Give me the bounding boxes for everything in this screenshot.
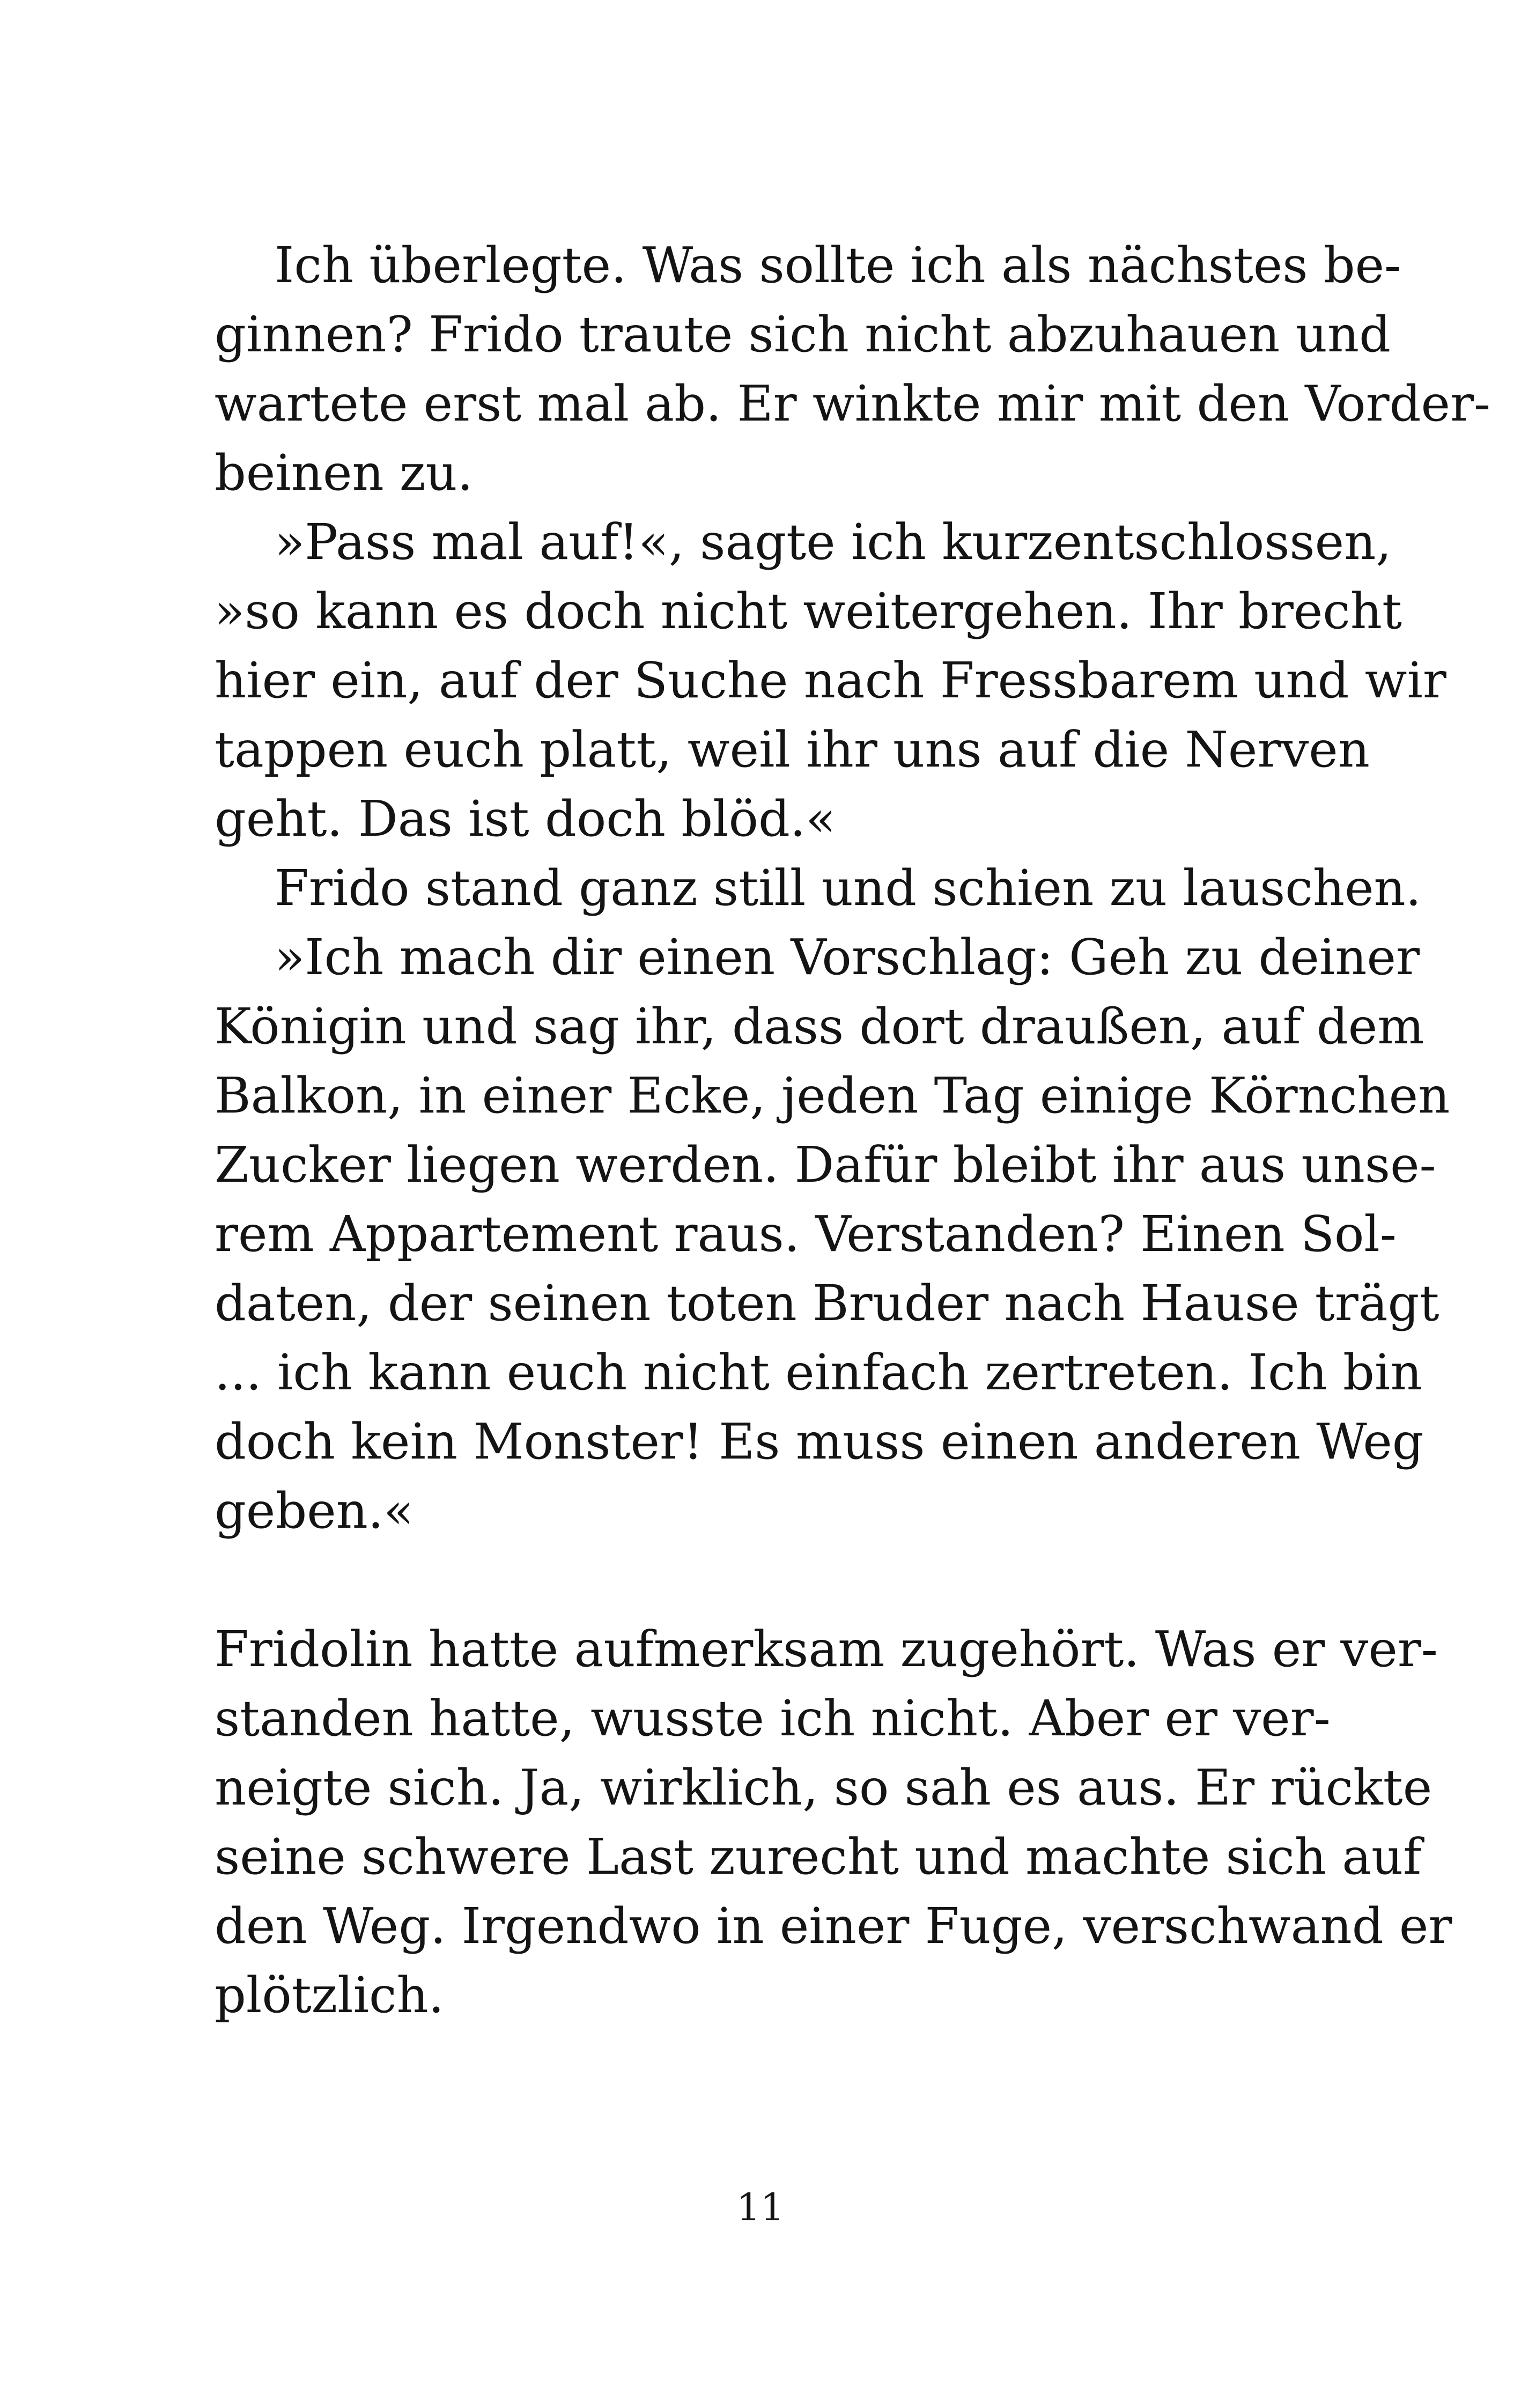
text-line: seine schwere Last zurecht und machte sich auf (215, 1828, 1422, 1886)
text-line: ... ich kann euch nicht einfach zertreten. Ich bin (215, 1344, 1422, 1401)
text-line: hier ein, auf der Suche nach Fressbarem und wir (215, 652, 1446, 709)
text-line: Königin und sag ihr, dass dort draußen, auf dem (215, 998, 1424, 1055)
text-line: beinen zu. (215, 444, 473, 502)
text-line: neigte sich. Ja, wirklich, so sah es aus. Er rückte (215, 1759, 1433, 1816)
text-line: Ich überlegte. Was sollte ich als nächstes be- (275, 237, 1401, 294)
text-line: wartete erst mal ab. Er winkte mir mit den Vorder- (215, 375, 1491, 432)
text-line: Balkon, in einer Ecke, jeden Tag einige Körnchen (215, 1067, 1450, 1124)
paragraph-group-dialogue (215, 231, 1491, 1545)
text-line: geht. Das ist doch blöd.« (215, 790, 836, 848)
text-line: plötzlich. (215, 1967, 445, 2024)
text-line: »Ich mach dir einen Vorschlag: Geh zu deiner (275, 929, 1420, 986)
text-line: Fridolin hatte aufmerksam zugehört. Was er ver- (215, 1621, 1438, 1678)
text-line: rem Appartement raus. Verstanden? Einen Sol- (215, 1205, 1397, 1263)
paragraph-fridolin (215, 1615, 1452, 2030)
text-line: »Pass mal auf!«, sagte ich kurzentschlossen, (275, 513, 1392, 571)
text-line: Zucker liegen werden. Dafür bleibt ihr aus unse- (215, 1136, 1436, 1194)
page-number: 11 (736, 2185, 785, 2229)
text-line: geben.« (215, 1482, 414, 1540)
text-line: »so kann es doch nicht weitergehen. Ihr brecht (215, 583, 1402, 640)
text-line: ginnen? Frido traute sich nicht abzuhauen und (215, 306, 1391, 363)
text-line: doch kein Monster! Es muss einen anderen Weg (215, 1413, 1424, 1470)
text-line: den Weg. Irgendwo in einer Fuge, verschwand er (215, 1897, 1452, 1955)
text-line: daten, der seinen toten Bruder nach Hause trägt (215, 1275, 1439, 1332)
text-line: standen hatte, wusste ich nicht. Aber er ver- (215, 1690, 1331, 1747)
text-line: tappen euch platt, weil ihr uns auf die Nerven (215, 721, 1370, 778)
text-line: Frido stand ganz still und schien zu lauschen. (275, 859, 1422, 917)
